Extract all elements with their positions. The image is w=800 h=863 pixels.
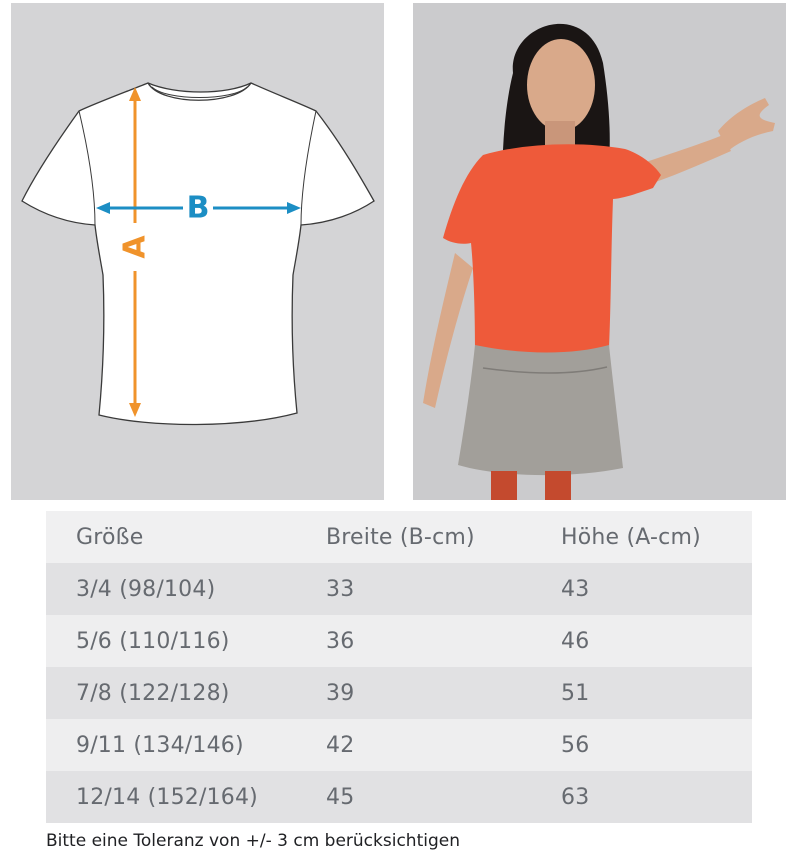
cell-width: 39	[326, 667, 561, 719]
cell-width: 45	[326, 771, 561, 823]
face	[527, 39, 595, 131]
cell-size: 9/11 (134/146)	[46, 719, 326, 771]
left-leg	[491, 471, 517, 500]
cell-height: 43	[561, 563, 752, 615]
cell-width: 42	[326, 719, 561, 771]
header-width: Breite (B-cm)	[326, 511, 561, 563]
header-size: Größe	[46, 511, 326, 563]
label-b: B	[186, 190, 210, 226]
table-header-row	[46, 511, 752, 563]
size-table	[46, 511, 752, 823]
cell-height: 46	[561, 615, 752, 667]
right-leg	[545, 471, 571, 500]
shirt	[443, 144, 661, 355]
hand	[718, 98, 775, 151]
cell-size: 5/6 (110/116)	[46, 615, 326, 667]
left-arm	[423, 253, 473, 408]
table-row	[46, 615, 752, 667]
model-photo-panel	[413, 3, 786, 500]
tshirt-diagram	[11, 3, 384, 500]
tshirt-diagram-panel	[11, 3, 384, 500]
table-row	[46, 771, 752, 823]
table-row	[46, 563, 752, 615]
tolerance-note: Bitte eine Toleranz von +/- 3 cm berücksichtigen	[46, 831, 460, 851]
cell-height: 56	[561, 719, 752, 771]
cell-height: 63	[561, 771, 752, 823]
cell-height: 51	[561, 667, 752, 719]
cell-size: 3/4 (98/104)	[46, 563, 326, 615]
table-row	[46, 667, 752, 719]
tshirt-outline	[22, 83, 374, 425]
model-photo	[413, 3, 786, 500]
label-a: A	[117, 235, 153, 259]
table-row	[46, 719, 752, 771]
cell-size: 7/8 (122/128)	[46, 667, 326, 719]
cell-size: 12/14 (152/164)	[46, 771, 326, 823]
cell-width: 36	[326, 615, 561, 667]
skirt	[458, 345, 623, 475]
cell-width: 33	[326, 563, 561, 615]
header-height: Höhe (A-cm)	[561, 511, 752, 563]
